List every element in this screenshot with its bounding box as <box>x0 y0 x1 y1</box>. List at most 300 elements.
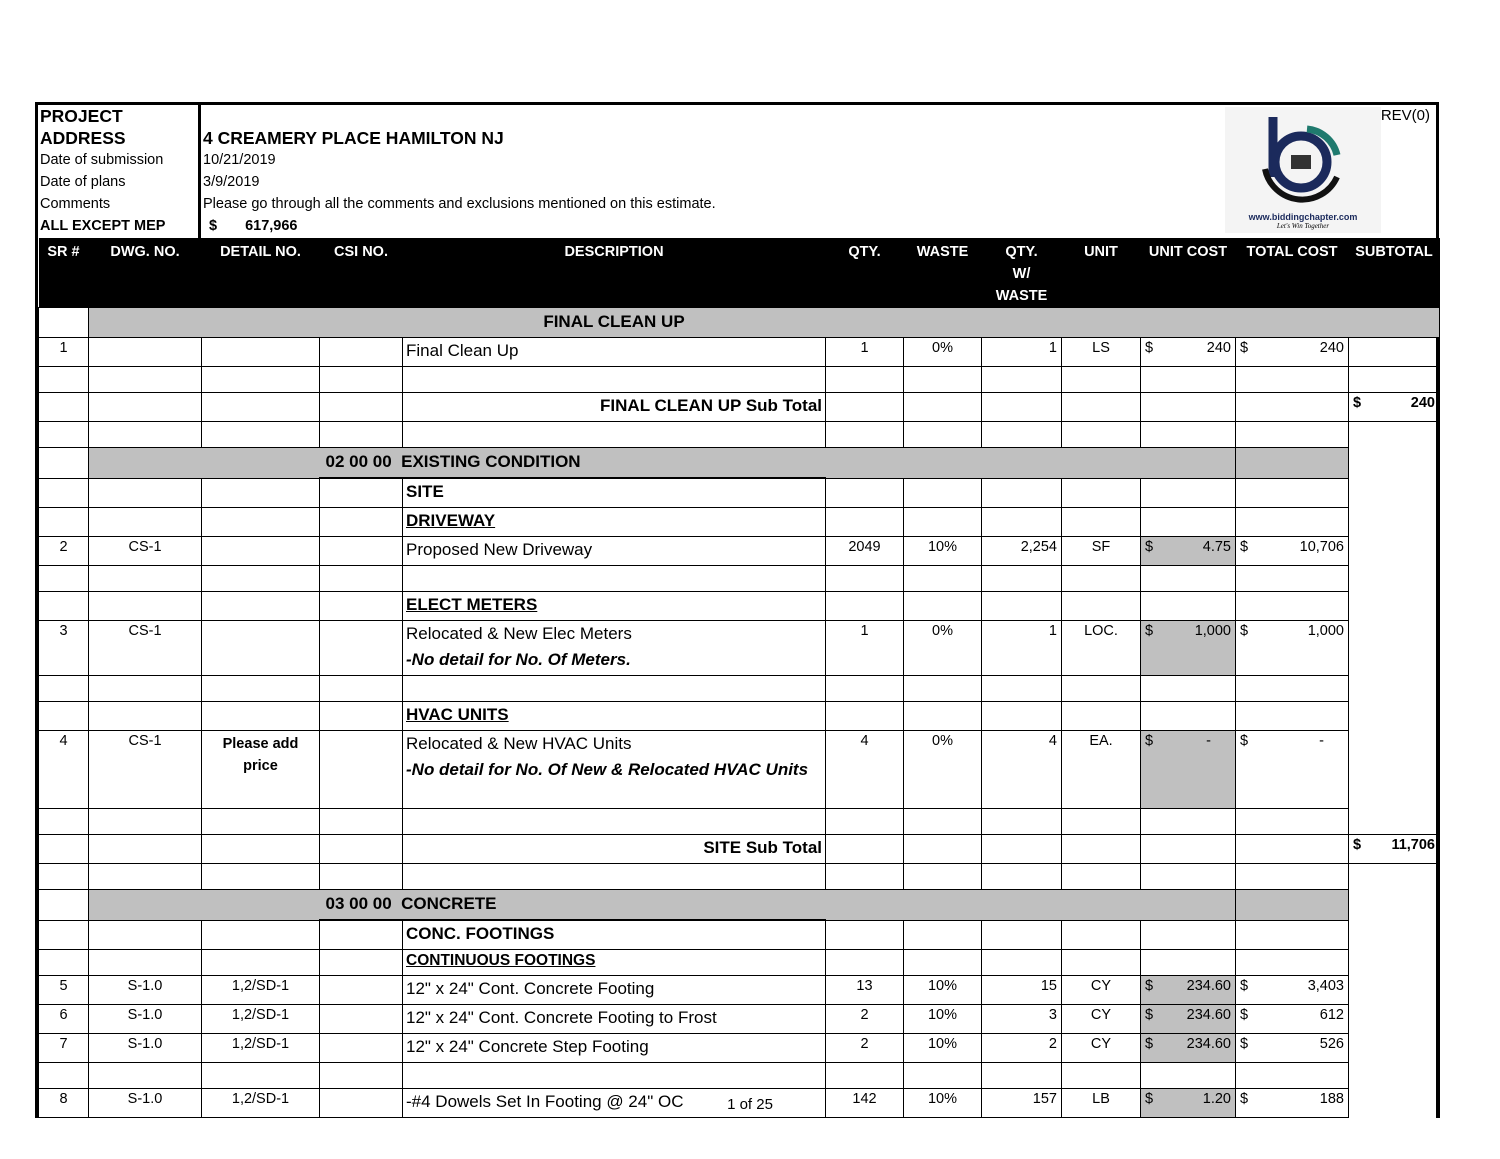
cell <box>202 835 320 864</box>
column-header: QTY. W/ WASTE <box>982 238 1062 308</box>
table-row <box>39 508 1440 537</box>
cell <box>1141 809 1236 835</box>
cell <box>1062 508 1141 537</box>
cell <box>826 920 904 950</box>
currency-symbol: $ <box>1145 340 1154 356</box>
table-row <box>39 478 1440 508</box>
quantity-with-waste: 4 <box>982 731 1062 809</box>
currency-symbol: $ <box>1240 978 1249 994</box>
total-value: 617,966 <box>245 218 298 234</box>
project-address: 4 CREAMERY PLACE HAMILTON NJ <box>203 128 504 148</box>
section-title: 02 00 00 EXISTING CONDITION <box>320 448 1236 479</box>
dwg-number: S-1.0 <box>89 1034 202 1063</box>
section-fill <box>1236 448 1349 479</box>
revision: REV(0) <box>1380 107 1430 124</box>
detail-number: Please add price <box>202 731 320 809</box>
cell <box>904 1063 982 1089</box>
csi-number <box>320 731 403 809</box>
cell <box>39 920 89 950</box>
comments: Please go through all the comments and exclusions mentioned on this estimate. <box>203 196 716 212</box>
subtotal-cell <box>1349 338 1440 367</box>
currency-symbol: $ <box>1145 733 1154 749</box>
dwg-number: CS-1 <box>89 537 202 566</box>
cell <box>320 478 403 508</box>
description <box>403 422 826 448</box>
cell <box>1236 1063 1349 1089</box>
cell <box>1141 835 1236 864</box>
description <box>403 976 826 1005</box>
cell <box>320 950 403 976</box>
label-date-submission: Date of submission <box>40 152 164 168</box>
description <box>403 731 826 809</box>
cell <box>1236 835 1349 864</box>
cell <box>320 920 403 950</box>
currency-symbol: $ <box>1145 1091 1154 1107</box>
column-header: SR # <box>39 238 89 308</box>
subtotal-cell <box>1349 448 1440 479</box>
cell <box>982 835 1062 864</box>
table-row <box>39 809 1440 835</box>
detail-number <box>202 621 320 676</box>
cell <box>904 508 982 537</box>
section-fill <box>89 448 320 479</box>
table-row <box>39 308 1440 338</box>
cell <box>320 566 403 592</box>
cell <box>1062 950 1141 976</box>
description-text: -#4 Dowels Set In Footing @ 24" OC <box>406 1092 684 1111</box>
quantity-with-waste: 1 <box>982 338 1062 367</box>
sr-number: 4 <box>39 731 89 809</box>
description <box>403 566 826 592</box>
cell <box>1236 592 1349 621</box>
waste: 10% <box>904 1034 982 1063</box>
column-header: DETAIL NO. <box>202 238 320 308</box>
subtotal-cell <box>1349 537 1440 566</box>
detail-number: 1,2/SD-1 <box>202 1089 320 1118</box>
cell <box>1236 393 1349 422</box>
unit: LS <box>1062 338 1141 367</box>
unit-cost <box>1141 537 1236 566</box>
quantity: 13 <box>826 976 904 1005</box>
logo-url: www.biddingchapter.com <box>1248 212 1358 222</box>
total-cost <box>1236 1034 1349 1063</box>
total-cost-value: 1,000 <box>1307 623 1344 639</box>
cell <box>39 864 89 890</box>
currency-symbol: $ <box>1145 539 1154 555</box>
cell <box>826 566 904 592</box>
unit: LOC. <box>1062 621 1141 676</box>
description-text: Final Clean Up <box>406 341 519 360</box>
cell <box>320 422 403 448</box>
cell <box>826 508 904 537</box>
description-text: Relocated & New HVAC Units <box>406 734 632 753</box>
cell <box>202 367 320 393</box>
subtotal-cell <box>1349 702 1440 731</box>
description <box>403 1034 826 1063</box>
cell <box>826 864 904 890</box>
cell <box>89 367 202 393</box>
cell <box>1141 920 1236 950</box>
cell <box>89 835 202 864</box>
date-submission: 10/21/2019 <box>203 152 276 168</box>
cell <box>89 422 202 448</box>
description-text: 12" x 24" Cont. Concrete Footing to Frost <box>406 1008 717 1027</box>
description <box>403 367 826 393</box>
cell <box>89 592 202 621</box>
subtotal-cell <box>1349 508 1440 537</box>
cell <box>826 950 904 976</box>
cell <box>1062 809 1141 835</box>
info-labels <box>38 105 201 238</box>
cell <box>904 566 982 592</box>
page-number: 1 of 25 <box>727 1096 773 1113</box>
cell <box>39 448 89 479</box>
subtotal-value: 240 <box>1410 395 1435 411</box>
cell <box>1141 950 1236 976</box>
unit: CY <box>1062 1034 1141 1063</box>
cell <box>826 422 904 448</box>
cell <box>1236 950 1349 976</box>
detail-number: 1,2/SD-1 <box>202 1034 320 1063</box>
cell <box>1141 864 1236 890</box>
waste: 10% <box>904 1089 982 1118</box>
detail-number: 1,2/SD-1 <box>202 1005 320 1034</box>
csi-number <box>320 1034 403 1063</box>
cell <box>202 1063 320 1089</box>
description <box>403 676 826 702</box>
cell <box>826 702 904 731</box>
description <box>403 1005 826 1034</box>
description: SITE <box>403 478 826 508</box>
cell <box>1236 478 1349 508</box>
estimate-sheet <box>35 102 1439 1118</box>
total-cost-value: 612 <box>1319 1007 1344 1023</box>
csi-number <box>320 537 403 566</box>
cell <box>202 592 320 621</box>
cell <box>89 393 202 422</box>
cell <box>320 592 403 621</box>
column-header: UNIT <box>1062 238 1141 308</box>
description: CONC. FOOTINGS <box>403 920 826 950</box>
dwg-number <box>89 338 202 367</box>
quantity: 1 <box>826 621 904 676</box>
subtotal-cell <box>1349 920 1440 950</box>
sr-number: 5 <box>39 976 89 1005</box>
cell <box>904 835 982 864</box>
subtotal-cell <box>1349 976 1440 1005</box>
cell <box>202 809 320 835</box>
cell <box>39 1063 89 1089</box>
subtotal-cell <box>1349 393 1440 422</box>
currency-symbol: $ <box>1145 623 1154 639</box>
total-cost-value: 240 <box>1319 340 1344 356</box>
sr-number: 3 <box>39 621 89 676</box>
subtotal-value: 11,706 <box>1391 837 1435 853</box>
column-header: WASTE <box>904 238 982 308</box>
unit-cost-value: 1.20 <box>1202 1091 1231 1107</box>
cell <box>39 393 89 422</box>
cell <box>320 864 403 890</box>
cell <box>982 1063 1062 1089</box>
cell <box>1141 478 1236 508</box>
quantity: 2049 <box>826 537 904 566</box>
cell <box>826 809 904 835</box>
subtotal-cell <box>1349 731 1440 809</box>
estimate-table <box>38 238 1440 1118</box>
total-cost-value: 10,706 <box>1299 539 1344 555</box>
cell <box>39 508 89 537</box>
column-header: SUBTOTAL <box>1349 238 1440 308</box>
unit-cost <box>1141 976 1236 1005</box>
cell <box>982 920 1062 950</box>
cell <box>202 950 320 976</box>
description <box>403 1063 826 1089</box>
currency-symbol: $ <box>1240 1036 1249 1052</box>
subtotal-cell <box>1349 367 1440 393</box>
subtotal-cell <box>1349 592 1440 621</box>
cell <box>904 478 982 508</box>
column-header: DWG. NO. <box>89 238 202 308</box>
table-header <box>39 238 1440 308</box>
quantity-with-waste: 1 <box>982 621 1062 676</box>
cell <box>1062 478 1141 508</box>
csi-number <box>320 976 403 1005</box>
cell <box>1141 508 1236 537</box>
cell <box>89 676 202 702</box>
cell <box>1236 864 1349 890</box>
table-row <box>39 1005 1440 1034</box>
waste: 10% <box>904 1005 982 1034</box>
cell <box>904 702 982 731</box>
total-cost-value: 188 <box>1319 1091 1344 1107</box>
cell <box>826 676 904 702</box>
sr-number: 1 <box>39 338 89 367</box>
description <box>403 338 826 367</box>
label-date-plans: Date of plans <box>40 174 126 190</box>
description <box>403 809 826 835</box>
cell <box>904 864 982 890</box>
dwg-number: S-1.0 <box>89 976 202 1005</box>
waste: 10% <box>904 976 982 1005</box>
unit-cost-value: 234.60 <box>1186 1036 1231 1052</box>
total-cost-value: 526 <box>1319 1036 1344 1052</box>
cell <box>89 566 202 592</box>
currency-symbol: $ <box>1240 623 1249 639</box>
cell <box>904 422 982 448</box>
cell <box>89 920 202 950</box>
unit-cost <box>1141 1034 1236 1063</box>
unit-cost-value: 234.60 <box>1186 978 1231 994</box>
quantity: 2 <box>826 1034 904 1063</box>
currency-symbol: $ <box>1145 1036 1154 1052</box>
cell <box>89 478 202 508</box>
quantity-with-waste: 157 <box>982 1089 1062 1118</box>
cell <box>1062 393 1141 422</box>
cell <box>982 950 1062 976</box>
subtotal-cell <box>1349 809 1440 835</box>
cell <box>1062 422 1141 448</box>
quantity-with-waste: 3 <box>982 1005 1062 1034</box>
total-cost <box>1236 731 1349 809</box>
cell <box>1141 592 1236 621</box>
total-cost <box>1236 1005 1349 1034</box>
description: ELECT METERS <box>403 592 826 621</box>
unit-cost-value: - <box>1206 733 1211 749</box>
cell <box>1062 592 1141 621</box>
cell <box>39 676 89 702</box>
section-title: FINAL CLEAN UP <box>403 308 826 338</box>
logo-mark-icon <box>1225 107 1381 207</box>
cell <box>982 592 1062 621</box>
cell <box>202 422 320 448</box>
currency-symbol: $ <box>1145 1007 1154 1023</box>
csi-number <box>320 338 403 367</box>
subtotal-cell <box>1349 422 1440 448</box>
label-all-except-mep: ALL EXCEPT MEP <box>40 218 166 234</box>
currency-symbol: $ <box>1240 539 1249 555</box>
subtotal-cell <box>1349 478 1440 508</box>
table-row <box>39 1063 1440 1089</box>
description-text: 12" x 24" Cont. Concrete Footing <box>406 979 655 998</box>
csi-number <box>320 1005 403 1034</box>
cell <box>202 864 320 890</box>
sr-number: 8 <box>39 1089 89 1118</box>
total-cost-value: - <box>1319 733 1324 749</box>
section-fill <box>826 308 1440 338</box>
cell <box>320 508 403 537</box>
description <box>403 537 826 566</box>
description-note: -No detail for No. Of Meters. <box>406 650 631 669</box>
table-row <box>39 890 1440 921</box>
section-fill <box>89 890 320 921</box>
unit-cost <box>1141 1005 1236 1034</box>
cell <box>1062 1063 1141 1089</box>
subtotal-cell <box>1349 1034 1440 1063</box>
table-row <box>39 537 1440 566</box>
description-note: -No detail for No. Of New & Relocated HVAC Units <box>406 760 809 779</box>
unit-cost <box>1141 731 1236 809</box>
table-row <box>39 422 1440 448</box>
cell <box>982 566 1062 592</box>
csi-number <box>320 621 403 676</box>
table-row <box>39 676 1440 702</box>
total-cost <box>1236 621 1349 676</box>
unit: CY <box>1062 1005 1141 1034</box>
sr-number: 2 <box>39 537 89 566</box>
detail-number <box>202 537 320 566</box>
currency-symbol: $ <box>1145 978 1154 994</box>
waste: 10% <box>904 537 982 566</box>
table-row <box>39 731 1440 809</box>
cell <box>1236 566 1349 592</box>
cell <box>982 508 1062 537</box>
table-row <box>39 367 1440 393</box>
description-text: 12" x 24" Concrete Step Footing <box>406 1037 649 1056</box>
dwg-number: CS-1 <box>89 731 202 809</box>
description <box>403 864 826 890</box>
unit: EA. <box>1062 731 1141 809</box>
cell <box>1236 920 1349 950</box>
cell <box>202 920 320 950</box>
description: HVAC UNITS <box>403 702 826 731</box>
subtotal-cell <box>1349 835 1440 864</box>
unit-cost <box>1141 338 1236 367</box>
detail-number: 1,2/SD-1 <box>202 976 320 1005</box>
cell <box>39 592 89 621</box>
section-fill <box>89 308 403 338</box>
table-row <box>39 864 1440 890</box>
description: CONTINUOUS FOOTINGS <box>403 950 826 976</box>
cell <box>89 809 202 835</box>
cell <box>89 1063 202 1089</box>
quantity: 2 <box>826 1005 904 1034</box>
total-cost-value: 3,403 <box>1307 978 1344 994</box>
sr-number: 6 <box>39 1005 89 1034</box>
logo-tagline: Let's Win Together <box>1276 222 1330 230</box>
cell <box>1141 566 1236 592</box>
table-row <box>39 1034 1440 1063</box>
cell <box>320 835 403 864</box>
table-row <box>39 338 1440 367</box>
cell <box>320 676 403 702</box>
cell <box>320 393 403 422</box>
cell <box>904 367 982 393</box>
column-header: TOTAL COST <box>1236 238 1349 308</box>
unit: CY <box>1062 976 1141 1005</box>
cell <box>904 950 982 976</box>
waste: 0% <box>904 621 982 676</box>
total-cost <box>1236 537 1349 566</box>
cell <box>1236 702 1349 731</box>
waste: 0% <box>904 731 982 809</box>
cell <box>1141 676 1236 702</box>
cell <box>904 592 982 621</box>
cell <box>1062 676 1141 702</box>
cell <box>1062 864 1141 890</box>
cell <box>1062 367 1141 393</box>
cell <box>39 809 89 835</box>
quantity-with-waste: 2,254 <box>982 537 1062 566</box>
currency-symbol: $ <box>1240 340 1249 356</box>
cell <box>39 422 89 448</box>
description: FINAL CLEAN UP Sub Total <box>403 393 826 422</box>
cell <box>1236 809 1349 835</box>
sr-number: 7 <box>39 1034 89 1063</box>
cell <box>1062 835 1141 864</box>
cell <box>202 478 320 508</box>
cell <box>320 809 403 835</box>
currency-symbol: $ <box>1353 837 1362 853</box>
currency-symbol: $ <box>1240 733 1249 749</box>
column-header: UNIT COST <box>1141 238 1236 308</box>
cell <box>89 864 202 890</box>
cell <box>320 1063 403 1089</box>
table-row <box>39 976 1440 1005</box>
quantity-with-waste: 2 <box>982 1034 1062 1063</box>
cell <box>89 702 202 731</box>
section-title: 03 00 00 CONCRETE <box>320 890 1236 921</box>
cell <box>982 864 1062 890</box>
cell <box>39 478 89 508</box>
cell <box>202 393 320 422</box>
cell <box>982 676 1062 702</box>
cell <box>39 835 89 864</box>
cell <box>1236 676 1349 702</box>
cell <box>202 508 320 537</box>
table-row <box>39 393 1440 422</box>
cell <box>904 809 982 835</box>
cell <box>1141 702 1236 731</box>
